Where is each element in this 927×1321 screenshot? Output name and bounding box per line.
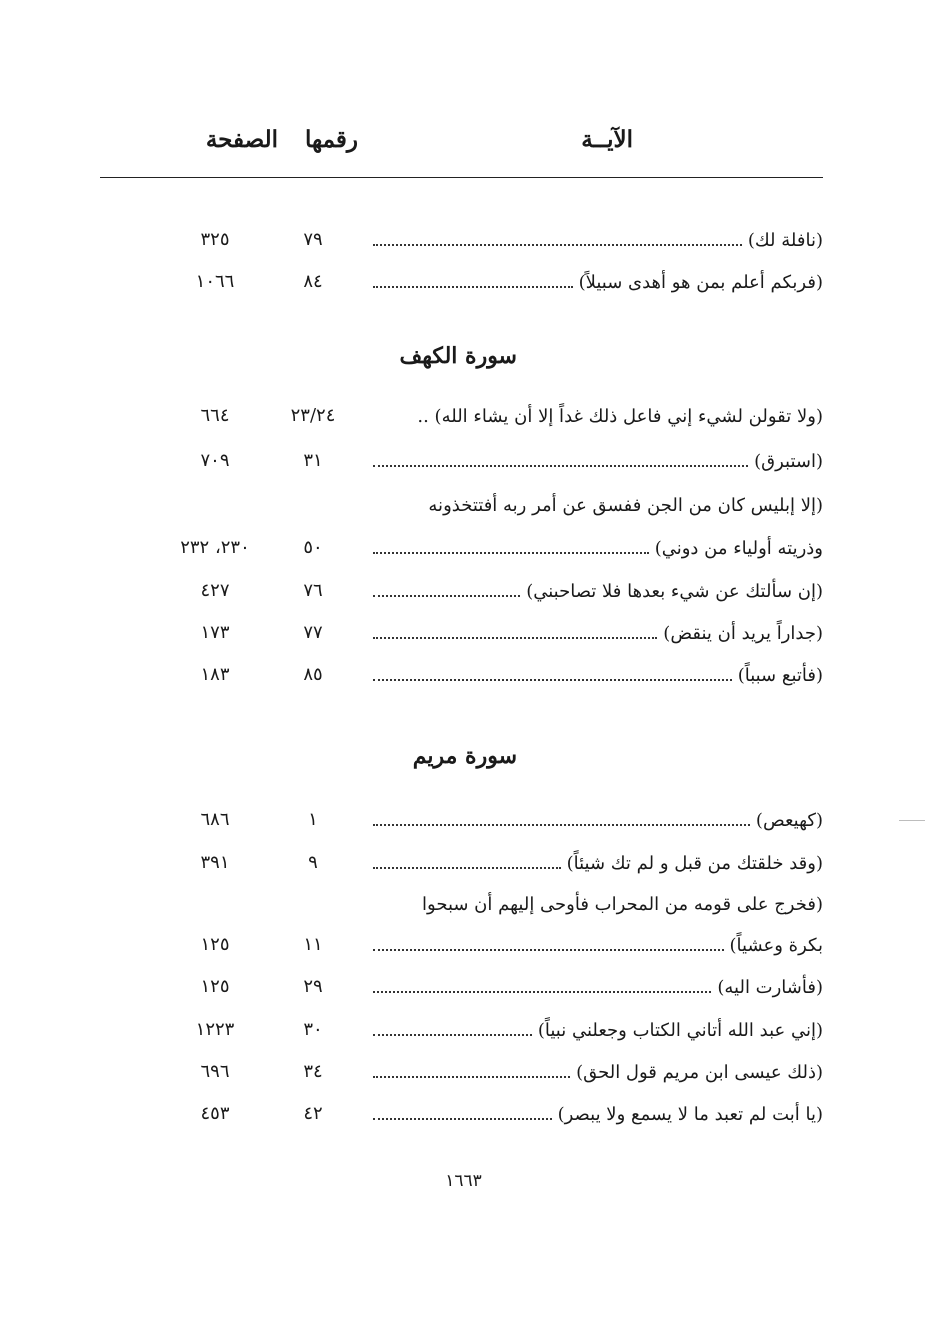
table-row <box>100 573 823 609</box>
verse-cell <box>373 1054 823 1090</box>
table-row <box>100 845 823 881</box>
verse-cell <box>373 1096 823 1132</box>
page-reference: ١٨٣ <box>200 664 230 685</box>
verse-text: (فأتبع سبباً) <box>737 664 823 686</box>
verse-text: (إن سألتك عن شيء بعدها فلا تصاحبني) <box>526 580 823 602</box>
verse-number: ٧٩ <box>303 229 323 250</box>
verse-text: (فخرج على قومه من المحراب فأوحى إليهم أن سبحوا <box>422 893 823 915</box>
margin-mark <box>899 820 925 821</box>
page-reference: ١٢٥ <box>200 976 230 997</box>
verse-cell <box>373 573 823 609</box>
verse-number: ٤٢ <box>303 1103 323 1124</box>
verse-text: (ولا تقولن لشيء إني فاعل ذلك غداً إلا أن يشاء الله) .. <box>417 405 823 427</box>
dot-leader <box>373 679 732 681</box>
page-number: ١٦٦٣ <box>445 1171 482 1191</box>
verse-cell <box>373 398 823 434</box>
table-row <box>100 487 823 523</box>
dot-leader <box>373 1076 570 1078</box>
verse-number: ٣٠ <box>303 1019 323 1040</box>
page-reference: ٦٩٦ <box>200 1061 230 1082</box>
verse-cell <box>373 802 823 838</box>
table-row <box>100 886 823 922</box>
table-row <box>100 398 823 434</box>
verse-text: (فأشارت اليه) <box>717 976 823 998</box>
verse-cell <box>373 487 823 523</box>
page-reference: ٧٠٩ <box>200 450 230 471</box>
dot-leader <box>373 1034 532 1036</box>
table-row <box>100 657 823 693</box>
verse-number: ٧٦ <box>303 580 323 601</box>
table-row <box>100 443 823 479</box>
verse-cell <box>373 222 823 258</box>
number-column-header: رقمها <box>304 126 358 153</box>
verse-cell <box>373 530 823 566</box>
table-row <box>100 530 823 566</box>
dot-leader <box>373 286 573 288</box>
dot-leader <box>373 991 711 993</box>
dot-leader <box>373 595 520 597</box>
verse-number: ٨٤ <box>303 271 323 292</box>
verse-number: ٢٩ <box>303 976 323 997</box>
dot-leader <box>373 552 649 554</box>
verse-cell <box>373 264 823 300</box>
verse-number: ٩ <box>308 852 318 873</box>
dot-leader <box>373 1118 552 1120</box>
dot-leader <box>373 867 561 869</box>
verse-cell <box>373 969 823 1005</box>
dot-leader <box>373 244 742 246</box>
verse-text: بكرة وعشياً) <box>729 934 823 956</box>
table-row <box>100 1054 823 1090</box>
dot-leader <box>373 465 748 467</box>
dot-leader <box>373 949 724 951</box>
surah-heading: سورة الكهف <box>399 343 517 369</box>
table-row <box>100 969 823 1005</box>
verse-column-header: الآيــة <box>581 126 633 153</box>
verse-text: وذريته أولياء من دوني) <box>654 537 823 559</box>
verse-text: (إلا إبليس كان من الجن ففسق عن أمر ربه أفتتخذونه <box>428 494 823 516</box>
verse-cell <box>373 1012 823 1048</box>
table-header <box>100 118 823 162</box>
table-row <box>100 1012 823 1048</box>
verse-cell <box>373 443 823 479</box>
verse-cell <box>373 615 823 651</box>
table-row <box>100 264 823 300</box>
page-reference: ٤٢٧ <box>200 580 230 601</box>
verse-number: ١١ <box>303 934 323 955</box>
table-row <box>100 802 823 838</box>
surah-heading: سورة مريم <box>412 743 517 769</box>
header-divider <box>100 177 823 178</box>
verse-number: ٧٧ <box>303 622 323 643</box>
verse-text: (كهيعص) <box>755 809 823 831</box>
dot-leader <box>373 824 750 826</box>
verse-number: ٥٠ <box>303 537 323 558</box>
verse-text: (جداراً يريد أن ينقض) <box>663 622 823 644</box>
page-reference: ١٧٣ <box>200 622 230 643</box>
verse-cell <box>373 886 823 922</box>
verse-number: ١ <box>308 809 318 830</box>
page-reference: ٦٨٦ <box>200 809 230 830</box>
verse-cell <box>373 845 823 881</box>
verse-text: (وقد خلقتك من قبل و لم تك شيئاً) <box>566 852 823 874</box>
page-reference: ١٢٢٣ <box>195 1019 235 1040</box>
verse-text: (نافلة لك) <box>747 229 823 251</box>
page-reference: ١٢٥ <box>200 934 230 955</box>
verse-text: (استبرق) <box>754 450 823 472</box>
table-row <box>100 615 823 651</box>
table-row <box>100 1096 823 1132</box>
verse-cell <box>373 657 823 693</box>
page-reference: ٣٩١ <box>200 852 230 873</box>
verse-text: (إني عبد الله أتاني الكتاب وجعلني نبياً) <box>537 1019 823 1041</box>
dot-leader <box>373 637 657 639</box>
verse-text: (ذلك عيسى ابن مريم قول الحق) <box>576 1061 823 1083</box>
page-reference: ٣٢٥ <box>200 229 230 250</box>
verse-number: ٣٤ <box>303 1061 323 1082</box>
verse-cell <box>373 927 823 963</box>
table-row <box>100 927 823 963</box>
table-row <box>100 222 823 258</box>
verse-number: ٢٣/٢٤ <box>290 405 336 426</box>
verse-number: ٣١ <box>303 450 323 471</box>
verse-text: (فربكم أعلم بمن هو أهدى سبيلاً) <box>578 271 823 293</box>
verse-text: (يا أبت لم تعبد ما لا يسمع ولا يبصر) <box>557 1103 823 1125</box>
verse-number: ٨٥ <box>303 664 323 685</box>
page-reference: ٤٥٣ <box>200 1103 230 1124</box>
page-reference: ١٠٦٦ <box>195 271 235 292</box>
page-reference <box>140 886 290 922</box>
page-column-header: الصفحة <box>205 126 278 153</box>
page-reference: ٦٦٤ <box>200 405 230 426</box>
page-reference: ٢٣٠، ٢٣٢ <box>180 537 250 558</box>
page-reference <box>140 487 290 523</box>
